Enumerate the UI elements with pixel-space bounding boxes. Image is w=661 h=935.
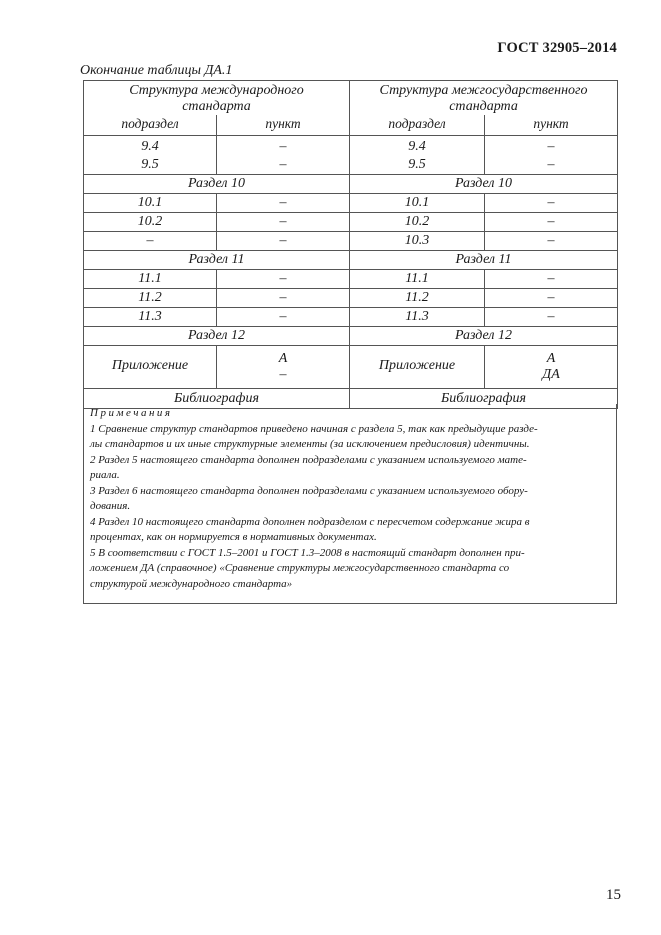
note-line: риала.: [90, 469, 120, 481]
note-line: структурой международного стандарта»: [90, 577, 293, 590]
appendix-label: Приложение: [350, 346, 485, 389]
table-row: 10.1 – 10.1 –: [84, 194, 618, 213]
section-row: [84, 251, 618, 270]
intl-structure-header: Структура международного стандарта: [84, 81, 350, 116]
table-row: 9.4 – 9.4 –: [84, 136, 618, 157]
subheader-subsection: подраздел: [350, 115, 485, 136]
section-label: Раздел 12: [350, 327, 618, 346]
subheader-clause: пункт: [485, 115, 618, 136]
comparison-table: [83, 80, 618, 409]
appendix-label: Приложение: [84, 346, 217, 389]
bibliography-label: Библиография: [84, 389, 350, 409]
table-row: 11.3 – 11.3 –: [84, 308, 618, 327]
table-caption: Окончание таблицы ДА.1: [80, 63, 233, 78]
note-line: дования.: [90, 500, 131, 512]
note-line: процентах, как он нормируется в нормативных документах.: [90, 531, 377, 543]
note-line: 1 Сравнение структур стандартов приведено начиная с раздела 5, так как предыдущие разде-: [90, 422, 538, 435]
section-label: Раздел 11: [84, 251, 350, 270]
table-row: 11.1 – 11.1 –: [84, 270, 618, 289]
section-label: Раздел 11: [350, 251, 618, 270]
note-line: 3 Раздел 6 настоящего стандарта дополнен подразделами с указанием используемого обору-: [90, 484, 528, 497]
document-code: ГОСТ 32905–2014: [497, 40, 617, 56]
appendix-values: А –: [217, 346, 350, 389]
page-number: 15: [606, 887, 621, 903]
note-line: ложением ДА (справочное) «Сравнение структуры межгосударственного стандарта со: [90, 562, 510, 574]
notes-title: Примечания: [90, 407, 173, 419]
section-label: Раздел 12: [84, 327, 350, 346]
table-row: 11.2 – 11.2 –: [84, 289, 618, 308]
table-row: 9.5 – 9.5 –: [84, 156, 618, 175]
note-line: 4 Раздел 10 настоящего стандарта дополнен подразделом с пересчетом содержание жира в: [90, 515, 530, 528]
table-row: – – 10.3 –: [84, 232, 618, 251]
section-row: [84, 327, 618, 346]
subheader-clause: пункт: [217, 115, 350, 136]
subheader-subsection: подраздел: [84, 115, 217, 136]
table-subheader-row: [84, 115, 618, 136]
section-label: Раздел 10: [350, 175, 618, 194]
bibliography-label: Библиография: [350, 389, 618, 409]
table-header-row: [84, 81, 618, 116]
appendix-values: А ДА: [485, 346, 618, 389]
section-row: [84, 175, 618, 194]
note-line: лы стандартов и их иные структурные элементы (за исключением предисловия) идентичны.: [90, 438, 530, 450]
note-line: 5 В соответствии с ГОСТ 1.5–2001 и ГОСТ 1.3–2008 в настоящий стандарт дополнен при-: [90, 546, 525, 559]
table-row: 10.2 – 10.2 –: [84, 213, 618, 232]
interstate-structure-header: Структура межгосударственного стандарта: [350, 81, 618, 116]
notes-block: [83, 404, 617, 604]
note-line: 2 Раздел 5 настоящего стандарта дополнен подразделами с указанием используемого мате-: [90, 453, 527, 466]
appendix-row: [84, 346, 618, 389]
section-label: Раздел 10: [84, 175, 350, 194]
